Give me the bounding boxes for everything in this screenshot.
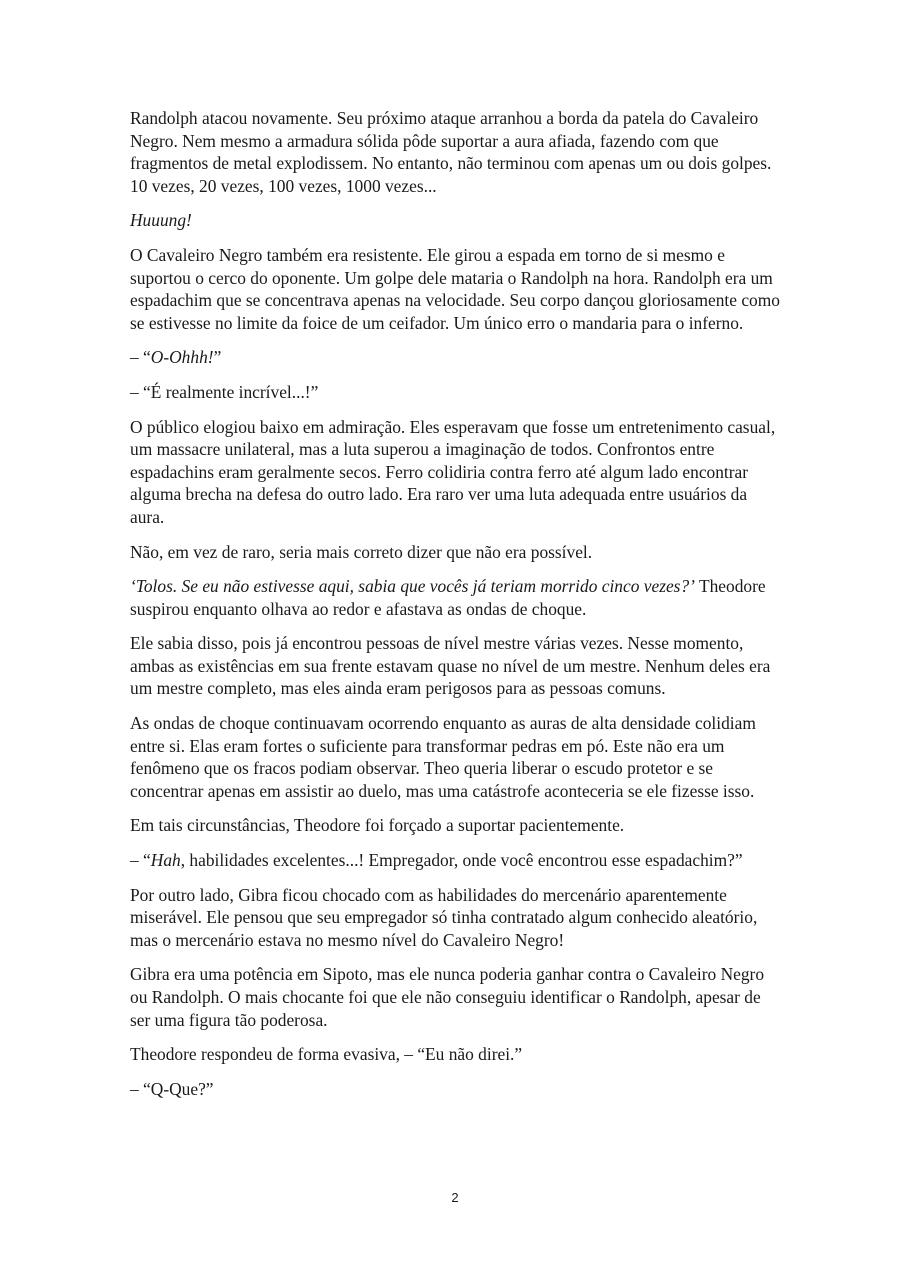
paragraph: Por outro lado, Gibra ficou chocado com as habilidades do mercenário aparentemente miserável. Ele pensou que seu empregador só tinha contratado algum conhecido aleatório, mas o mercenário estava no mesmo nível do Cavaleiro Negro!: [130, 884, 758, 950]
paragraph: ‘Tolos. Se eu não estivesse aqui, sabia que vocês já teriam morrido cinco vezes?’ Theodore suspirou enquanto olhava ao redor e afastava as ondas de choque.: [130, 576, 766, 619]
page-number: 2: [451, 1190, 459, 1205]
paragraph: Huuung!: [130, 210, 192, 231]
dialogue-line: – “É realmente incrível...!”: [130, 381, 319, 402]
paragraph: Theodore respondeu de forma evasiva, – “Eu não direi.”: [130, 1044, 523, 1065]
paragraph: As ondas de choque continuavam ocorrendo enquanto as auras de alta densidade colidiam entre si. Elas eram fortes o suficiente para transformar pedras em pó. Este não era um fenômeno que os fracos podiam observar. Theo queria liberar o escudo protetor e se concentrar apenas em assistir ao duelo, mas uma catástrofe aconteceria se ele fizesse isso.: [130, 713, 756, 801]
paragraph: Não, em vez de raro, seria mais correto dizer que não era possível.: [130, 541, 593, 562]
page-body: [130, 107, 782, 1112]
dialogue-line: – “O-Ohhh!”: [130, 347, 222, 368]
paragraph: Gibra era uma potência em Sipoto, mas ele nunca poderia ganhar contra o Cavaleiro Negro ou Randolph. O mais chocante foi que ele não conseguiu identificar o Randolph, apesar de ser uma figura tão poderosa.: [130, 964, 765, 1030]
paragraph: O público elogiou baixo em admiração. Eles esperavam que fosse um entretenimento casual, um massacre unilateral, mas a luta superou a imaginação de todos. Confrontos entre espadachins eram geralmente secos. Ferro colidiria contra ferro até algum lado encontrar alguma brecha na defesa do outro lado. Era raro ver uma luta adequada entre usuários da aura.: [130, 416, 776, 527]
paragraph: O Cavaleiro Negro também era resistente. Ele girou a espada em torno de si mesmo e suportou o cerco do oponente. Um golpe dele mataria o Randolph na hora. Randolph era um espadachim que se concentrava apenas na velocidade. Seu corpo dançou gloriosamente como se estivesse no limite da foice de um ceifador. Um único erro o mandaria para o inferno.: [130, 244, 780, 333]
paragraph: Randolph atacou novamente. Seu próximo ataque arranhou a borda da patela do Cavaleiro Negro. Nem mesmo a armadura sólida pôde suportar a aura afiada, fazendo com que fragmentos de metal explodissem. No entanto, não terminou com apenas um ou dois golpes. 10 vezes, 20 vezes, 100 vezes, 1000 vezes...: [130, 108, 772, 196]
dialogue-line: – “Q-Que?”: [130, 1078, 214, 1099]
paragraph: Em tais circunstâncias, Theodore foi forçado a suportar pacientemente.: [130, 815, 625, 836]
paragraph: Ele sabia disso, pois já encontrou pessoas de nível mestre várias vezes. Nesse momento, ambas as existências em sua frente estavam quase no nível de um mestre. Nenhum deles era um mestre completo, mas eles ainda eram perigosos para as pessoas comuns.: [130, 633, 771, 699]
dialogue-line: – “Hah, habilidades excelentes...! Empregador, onde você encontrou esse espadachim?”: [130, 850, 743, 871]
